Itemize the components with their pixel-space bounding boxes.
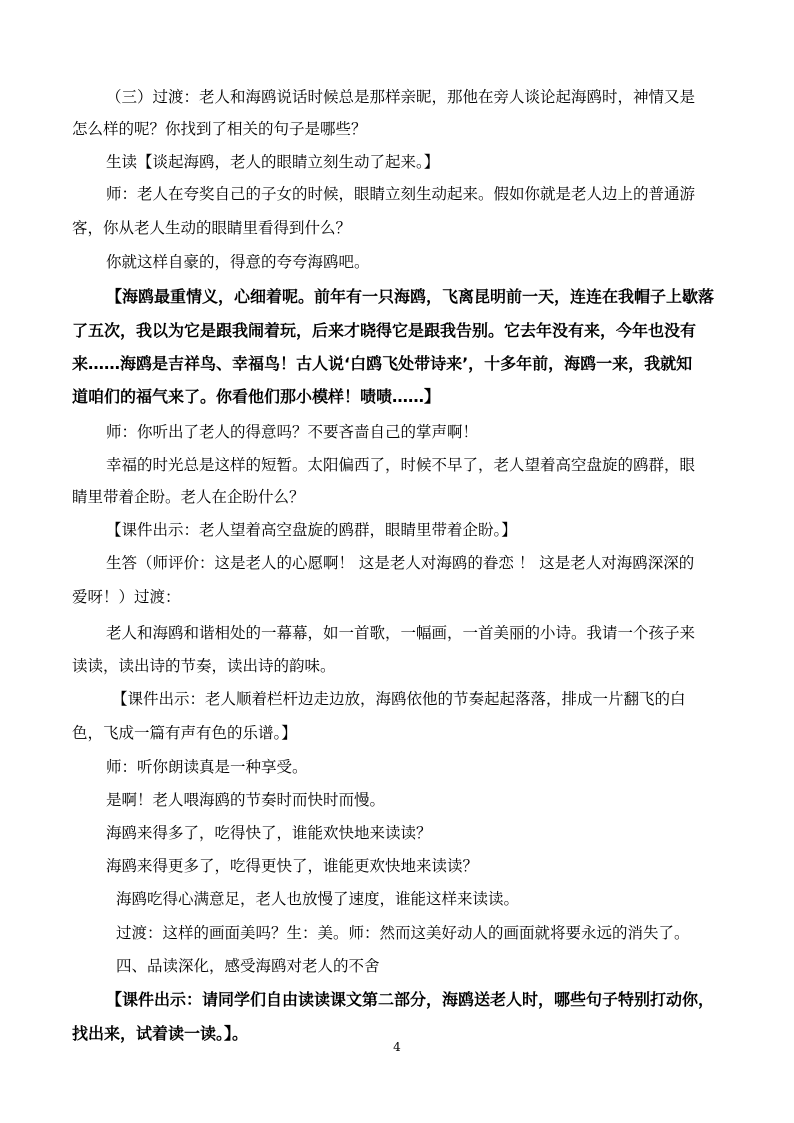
text-line: 睛里带着企盼。老人在企盼什么？	[72, 488, 305, 506]
page-number: 4	[393, 1040, 401, 1054]
text-line: 生答（师评价：这是老人的心愿啊！ 这是老人对海鸥的眷恋 ！ 这是老人对海鸥深深的	[106, 554, 695, 572]
text-line: 怎么样的呢？你找到了相关的句子是哪些？	[72, 120, 367, 138]
text-line: 海鸥吃得心满意足，老人也放慢了速度，谁能这样来读读。	[116, 890, 520, 908]
text-line: 师：你听出了老人的得意吗？不要吝啬自己的掌声啊！	[106, 423, 479, 441]
text-line: 师：听你朗读真是一种享受。	[106, 758, 308, 776]
text-line: 【课件出示：老人顺着栏杆边走边放，海鸥依他的节奏起起落落，排成一片翻飞的白	[112, 690, 686, 708]
text-line: （三）过渡：老人和海鸥说话时候总是那样亲昵，那他在旁人谈论起海鸥时，神情又是	[106, 88, 696, 106]
text-line: 爱呀！）过渡：	[72, 588, 181, 606]
quote-line: 【海鸥最重情义，心细着呢。前年有一只海鸥，飞离昆明前一天，连连在我帽子上歇落	[106, 287, 715, 306]
text-line: 老人和海鸥和谐相处的一幕幕，如一首歌，一幅画，一首美丽的小诗。我请一个孩子来	[106, 624, 696, 642]
text-line: 师：老人在夸奖自己的子女的时候，眼睛立刻生动起来。假如你就是老人边上的普通游	[106, 185, 696, 203]
text-line: 海鸥来得多了，吃得快了，谁能欢快地来读读？	[106, 824, 432, 842]
quote-line: 道咱们的福气来了。你看他们那小模样！啧啧……】	[72, 387, 441, 406]
text-line: 客，你从老人生动的眼睛里看得到什么？	[72, 219, 352, 237]
text-line: 【课件出示：老人望着高空盘旋的鸥群，眼睛里带着企盼。】	[106, 521, 517, 539]
text-line: 海鸥来得更多了，吃得更快了，谁能更欢快地来读读？	[106, 857, 479, 875]
text-line: 生读【谈起海鸥，老人的眼睛立刻生动了起来。】	[106, 153, 440, 171]
text-line: 过渡：这样的画面美吗？生：美。师：然而这美好动人的画面就将要永远的消失了。	[116, 924, 690, 942]
text-line: 是啊！老人喂海鸥的节奏时而快时而慢。	[106, 791, 386, 809]
text-line: 读读，读出诗的节奏，读出诗的韵味。	[72, 657, 336, 675]
text-line: 你就这样自豪的，得意的夸夸海鸥吧。	[106, 253, 370, 271]
quote-line: 来……海鸥是吉祥鸟、幸福鸟！古人说‘白鸥飞处带诗来’，十多年前，海鸥一来，我就知	[72, 354, 693, 373]
quote-line: 了五次，我以为它是跟我闹着玩，后来才晓得它是跟我告别。它去年没有来，今年也没有	[72, 321, 697, 340]
quote-line: 【课件出示：请同学们自由读读课文第二部分，海鸥送老人时，哪些句子特别打动你，	[106, 990, 715, 1009]
quote-line: 找出来，试着读一读。】。	[72, 1024, 249, 1043]
text-line: 色，飞成一篇有声有色的乐谱。】	[72, 724, 297, 742]
section-heading: 四、品读深化，感受海鸥对老人的不舍	[116, 957, 380, 975]
text-line: 幸福的时光总是这样的短暂。太阳偏西了，时候不早了，老人望着高空盘旋的鸥群，眼	[106, 456, 696, 474]
